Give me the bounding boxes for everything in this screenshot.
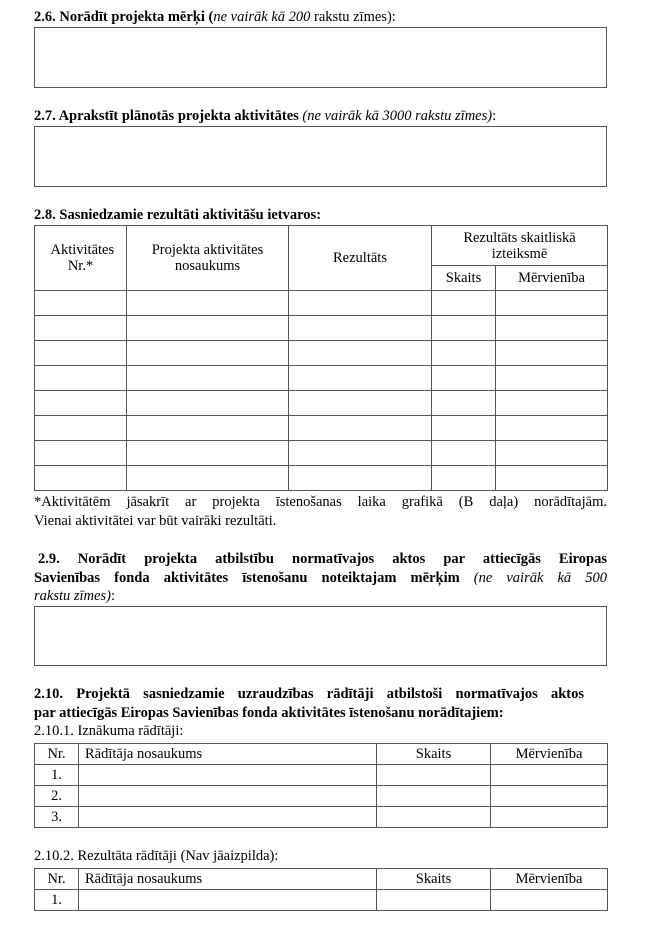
section-2-6-heading: 2.6. Norādīt projekta mērķi (ne vairāk kā 200 rakstu zīmes): [34, 9, 396, 25]
table-cell[interactable] [496, 366, 608, 391]
table-cell[interactable] [496, 466, 608, 491]
table-cell[interactable] [289, 291, 432, 316]
col-name-header: Rādītāja nosaukums [79, 744, 377, 765]
row-number: 1. [35, 765, 79, 786]
results-footnote-line2: Vienai aktivitātei var būt vairāki rezultāti. [34, 513, 277, 529]
col-nr-header: Nr. [35, 869, 79, 890]
section-2-8-heading: 2.8. Sasniedzamie rezultāti aktivitāšu ietvaros: [34, 207, 322, 223]
table-cell[interactable] [127, 291, 289, 316]
table-cell[interactable] [79, 765, 377, 786]
planned-activities-input[interactable] [34, 126, 607, 187]
table-cell[interactable] [35, 291, 127, 316]
col-unit-header: Mērvienība [496, 266, 608, 291]
table-cell[interactable] [496, 391, 608, 416]
table-cell[interactable] [289, 466, 432, 491]
table-cell[interactable] [35, 341, 127, 366]
section-2-7-italic: ne vairāk kā 3000 rakstu zīmes [307, 108, 488, 124]
table-cell[interactable] [432, 316, 496, 341]
table-cell[interactable] [79, 807, 377, 828]
table-cell[interactable] [79, 890, 377, 911]
table-cell[interactable] [289, 441, 432, 466]
table-cell[interactable] [432, 341, 496, 366]
table-cell[interactable] [432, 441, 496, 466]
results-table [34, 225, 608, 491]
table-cell[interactable] [35, 316, 127, 341]
table-cell[interactable] [491, 786, 608, 807]
row-number: 1. [35, 890, 79, 911]
result-indicators-label: 2.10.2. Rezultāta rādītāji (Nav jāaizpilda): [34, 848, 279, 864]
section-2-6-rest: rakstu zīmes [314, 9, 387, 25]
col-count-header: Skaits [377, 869, 491, 890]
table-row [35, 291, 608, 316]
table-cell[interactable] [432, 466, 496, 491]
table-cell[interactable] [496, 341, 608, 366]
table-cell[interactable] [432, 416, 496, 441]
table-cell[interactable] [35, 441, 127, 466]
table-cell[interactable] [377, 890, 491, 911]
row-number: 3. [35, 807, 79, 828]
col-result-header: Rezultāts [289, 226, 432, 291]
table-cell[interactable] [377, 786, 491, 807]
table-row [35, 316, 608, 341]
table-cell[interactable] [491, 807, 608, 828]
table-cell[interactable] [377, 807, 491, 828]
row-number: 2. [35, 786, 79, 807]
table-row [35, 366, 608, 391]
section-2-9-heading-line2 [34, 570, 607, 587]
table-cell[interactable] [377, 765, 491, 786]
table-cell[interactable] [35, 391, 127, 416]
col-activity-name-header: Projekta aktivitātes nosaukums [127, 226, 289, 291]
table-cell[interactable] [35, 466, 127, 491]
table-cell[interactable] [432, 366, 496, 391]
table-cell[interactable] [35, 416, 127, 441]
col-count-header: Skaits [432, 266, 496, 291]
table-cell[interactable] [289, 416, 432, 441]
col-activity-nr-header: Aktivitātes Nr.* [35, 226, 127, 291]
table-row [35, 807, 608, 828]
col-name-header: Rādītāja nosaukums [79, 869, 377, 890]
section-2-9-heading: 2.9. Norādīt projekta atbilstību normatīvajos aktos par attiecīgās Eiropas [38, 551, 607, 567]
table-cell[interactable] [127, 416, 289, 441]
section-2-9-heading-line3: rakstu zīmes): [34, 588, 115, 604]
section-2-9-italic: (ne vairāk kā 500 [473, 570, 607, 586]
table-row [35, 786, 608, 807]
table-cell[interactable] [496, 291, 608, 316]
table-cell[interactable] [289, 391, 432, 416]
table-cell[interactable] [496, 316, 608, 341]
table-row [35, 890, 608, 911]
table-cell[interactable] [127, 466, 289, 491]
col-count-header: Skaits [377, 744, 491, 765]
output-indicators-label: 2.10.1. Iznākuma rādītāji: [34, 723, 184, 739]
table-cell[interactable] [432, 391, 496, 416]
table-row [35, 341, 608, 366]
table-cell[interactable] [127, 341, 289, 366]
table-cell[interactable] [127, 441, 289, 466]
table-cell[interactable] [35, 366, 127, 391]
section-2-10-heading: 2.10. Projektā sasniedzamie uzraudzības rādītāji atbilstoši normatīvajos aktos [34, 686, 584, 702]
table-row [35, 466, 608, 491]
col-unit-header: Mērvienība [491, 744, 608, 765]
section-2-6-italic: ne vairāk kā 200 [213, 9, 311, 25]
table-row [35, 416, 608, 441]
col-quantitative-header: Rezultāts skaitliskā izteiksmē [432, 226, 608, 266]
section-2-7-heading: 2.7. Aprakstīt plānotās projekta aktivitātes (ne vairāk kā 3000 rakstu zīmes): [34, 108, 497, 124]
project-goal-input[interactable] [34, 27, 607, 88]
table-cell[interactable] [127, 366, 289, 391]
table-cell[interactable] [127, 391, 289, 416]
results-footnote: *Aktivitātēm jāsakrīt ar projekta īstenošanas laika grafikā (B daļa) norādītajām. [34, 494, 607, 510]
table-cell[interactable] [289, 366, 432, 391]
table-cell[interactable] [127, 316, 289, 341]
table-cell[interactable] [432, 291, 496, 316]
result-indicators-table [34, 868, 608, 911]
table-row [35, 391, 608, 416]
section-2-10-heading-line2: par attiecīgās Eiropas Savienības fonda aktivitātes īstenošanu norādītajiem: [34, 705, 504, 721]
section-2-7-label: 2.7. Aprakstīt plānotās projekta aktivitātes [34, 108, 299, 124]
section-2-9-bold: Savienības fonda aktivitātes īstenošanu noteiktajam mērķim [34, 570, 460, 586]
table-cell[interactable] [496, 416, 608, 441]
table-cell[interactable] [496, 441, 608, 466]
compliance-input[interactable] [34, 606, 607, 666]
col-nr-header: Nr. [35, 744, 79, 765]
table-cell[interactable] [491, 890, 608, 911]
table-cell[interactable] [289, 316, 432, 341]
output-indicators-table [34, 743, 608, 828]
section-2-6-label: 2.6. Norādīt projekta mērķi [34, 9, 205, 25]
table-row [35, 765, 608, 786]
table-cell[interactable] [79, 786, 377, 807]
table-cell[interactable] [289, 341, 432, 366]
col-unit-header: Mērvienība [491, 869, 608, 890]
table-row [35, 441, 608, 466]
table-cell[interactable] [491, 765, 608, 786]
